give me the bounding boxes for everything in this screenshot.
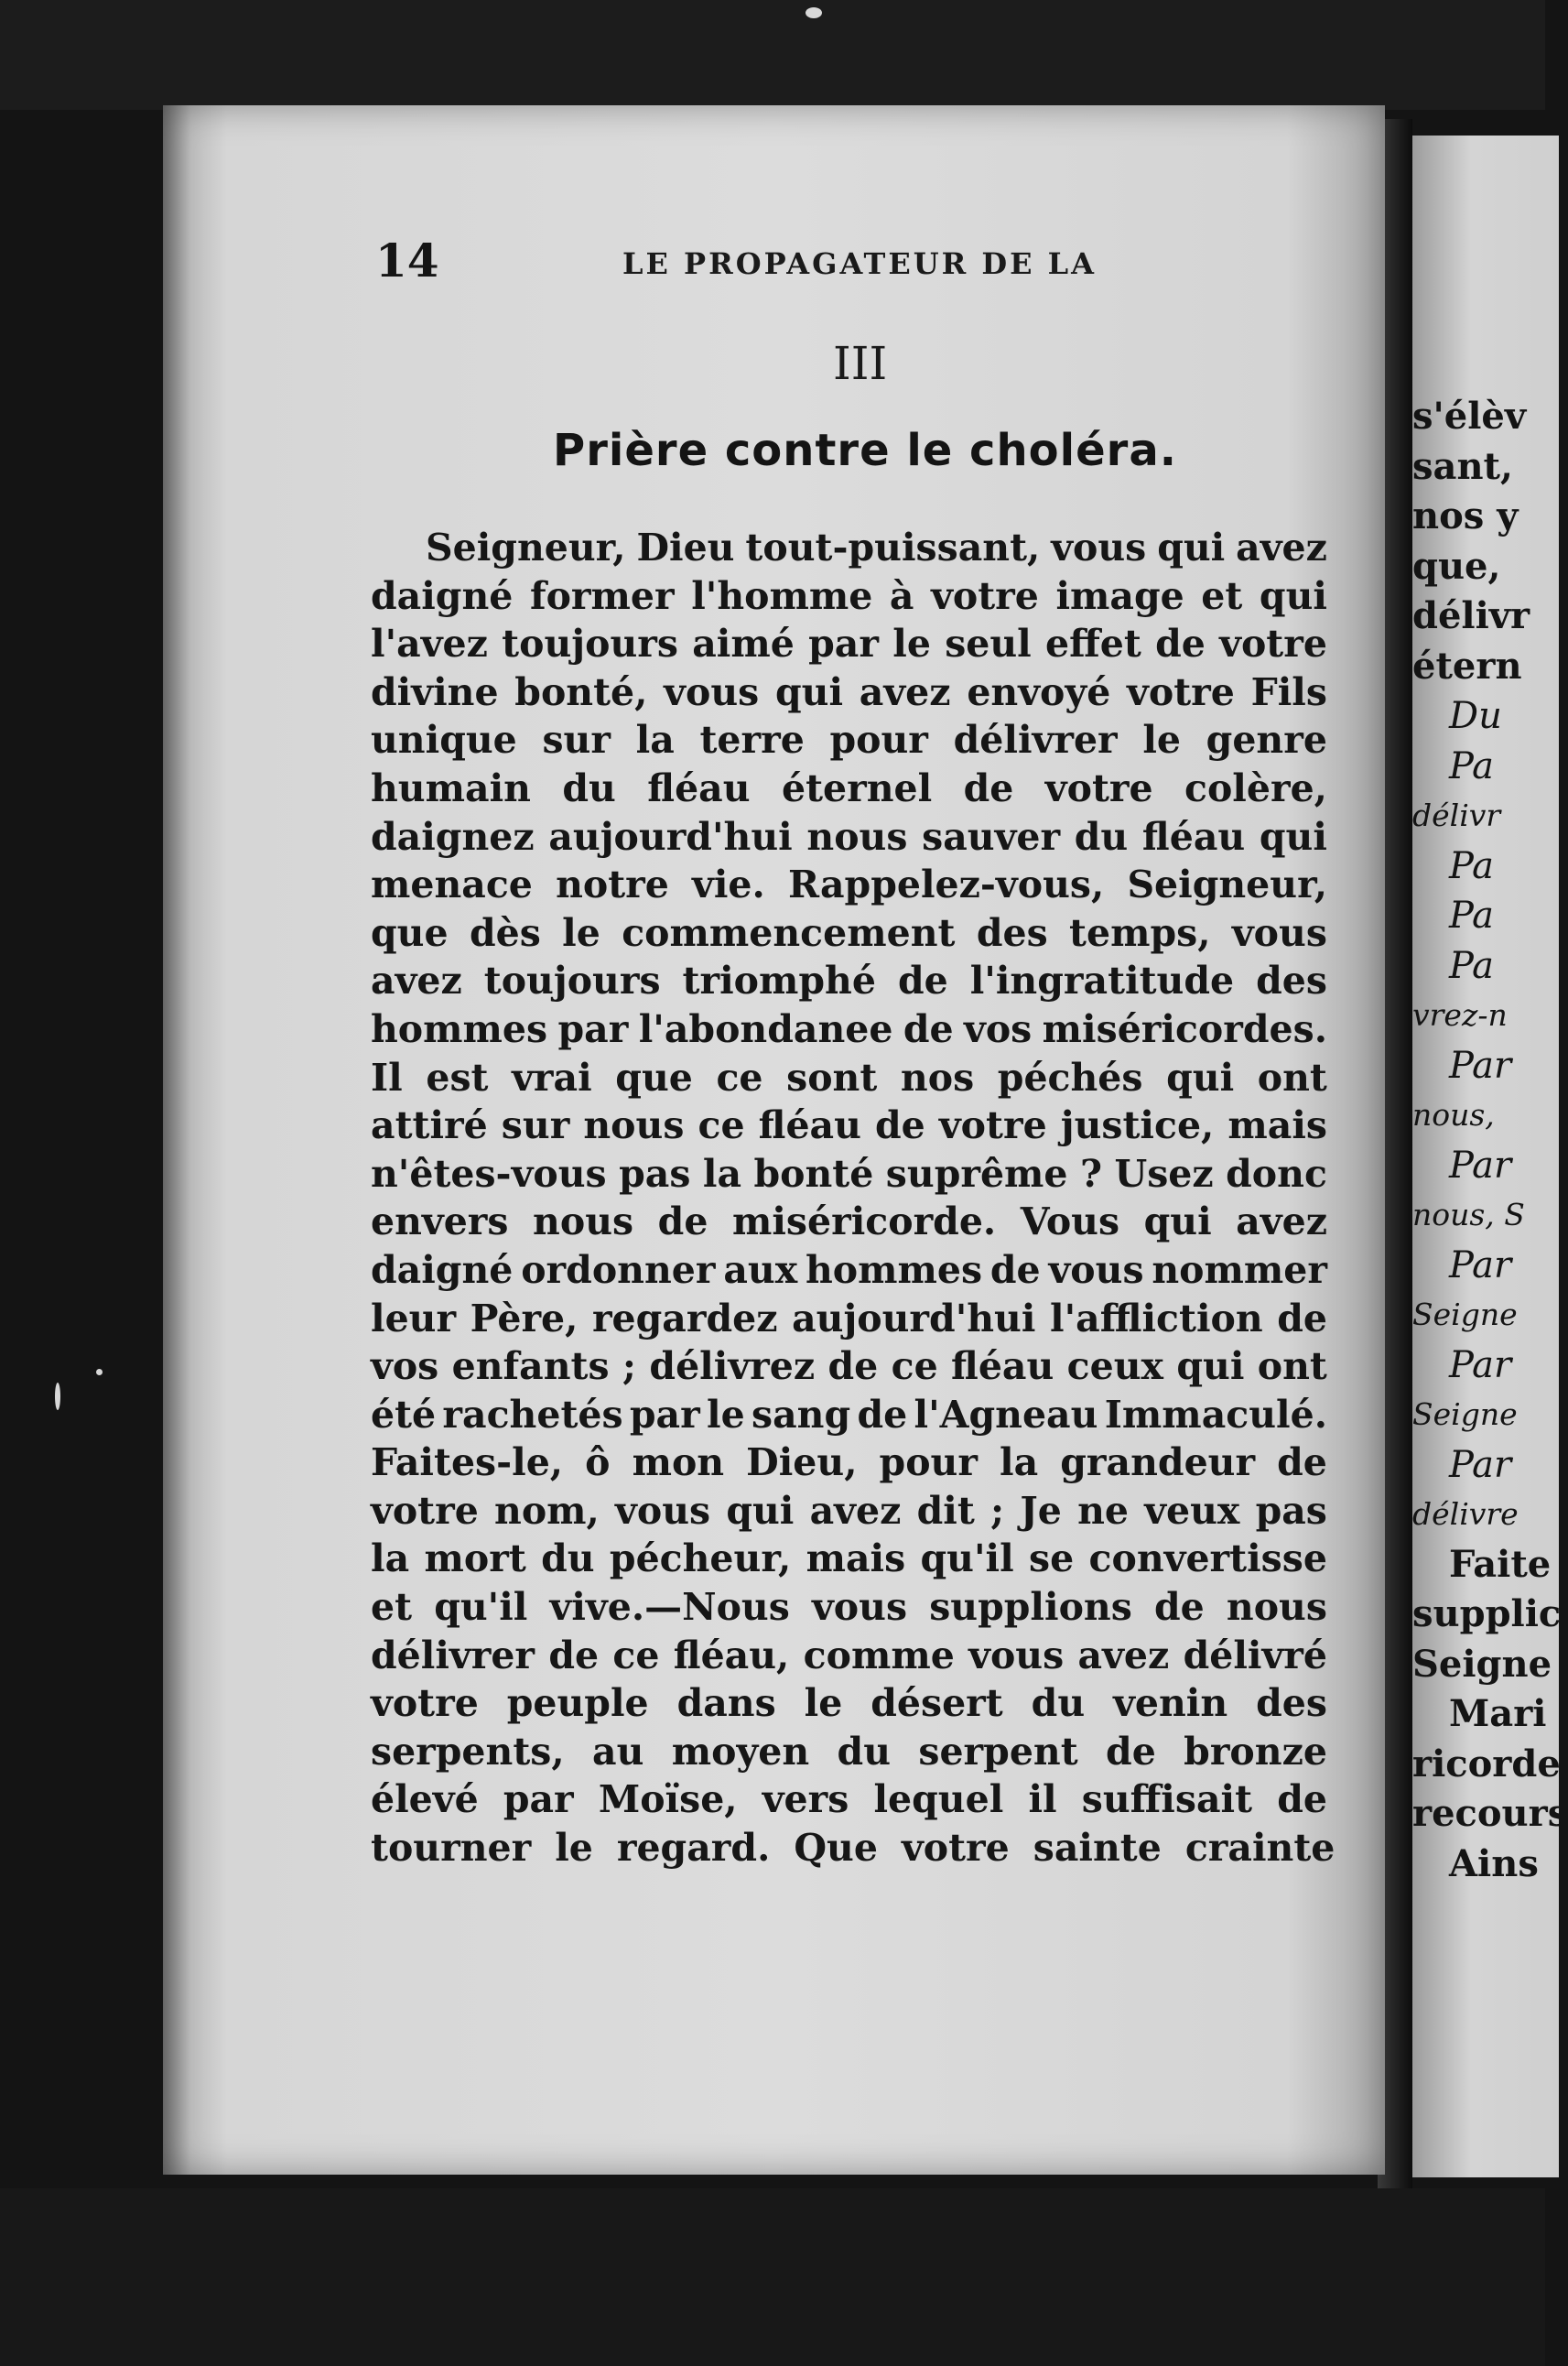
word: qui <box>1259 814 1327 859</box>
word: miséricordes. <box>1042 1006 1327 1051</box>
word: daigné <box>371 1247 514 1292</box>
text-line <box>371 1775 1327 1824</box>
facing-line: étern <box>1412 644 1522 688</box>
word: notre <box>556 863 669 907</box>
facing-line: Seigne <box>1412 1642 1552 1686</box>
word: avez <box>371 959 462 1004</box>
word: comme <box>803 1633 955 1677</box>
word: pas <box>1255 1488 1327 1533</box>
word: pour <box>879 1440 978 1485</box>
word: vous <box>664 669 760 714</box>
word: ô <box>585 1440 611 1485</box>
film-border-top <box>0 0 1545 110</box>
facing-line: recours <box>1412 1792 1568 1835</box>
word: de <box>875 1103 925 1148</box>
word: vous <box>968 1633 1065 1677</box>
word: nous <box>583 1103 685 1148</box>
word: donc <box>1226 1151 1327 1196</box>
word: délivrer <box>953 718 1118 763</box>
word: envoyé <box>967 669 1111 714</box>
word: été <box>371 1392 437 1437</box>
word: menace <box>371 863 533 907</box>
text-line <box>371 1438 1327 1487</box>
text-line <box>371 1102 1327 1150</box>
word: et <box>1201 573 1243 618</box>
facing-line: délivre <box>1412 1496 1519 1532</box>
word: votre <box>938 1103 1047 1148</box>
word: daigné <box>371 573 514 618</box>
word: qui <box>1259 573 1327 618</box>
facing-line: délivr <box>1412 798 1501 833</box>
facing-line: Pa <box>1449 744 1494 787</box>
facing-line: Par <box>1449 1343 1512 1386</box>
word: avez <box>859 669 951 714</box>
word: grandeur <box>1060 1440 1256 1485</box>
facing-line: ricorde <box>1412 1742 1561 1785</box>
word: regard. <box>616 1826 771 1871</box>
word: commencement <box>622 910 956 955</box>
word: de <box>1153 1585 1205 1630</box>
word: ordonner <box>521 1247 716 1292</box>
word: vous <box>1051 526 1147 570</box>
text-line <box>371 1679 1327 1728</box>
text-line <box>371 813 1327 862</box>
word: Fils <box>1250 669 1327 714</box>
word: de <box>857 1392 908 1437</box>
word: et <box>371 1585 413 1630</box>
word: du <box>541 1536 595 1581</box>
word: vive.—Nous <box>549 1585 790 1630</box>
word: l'ingratitude <box>969 959 1235 1004</box>
word: le <box>1142 718 1181 763</box>
facing-line: Pa <box>1449 844 1494 887</box>
word: venin <box>1113 1681 1228 1726</box>
word: Seigneur, <box>426 526 626 570</box>
word: fléau, <box>673 1633 790 1677</box>
word: envers <box>371 1199 509 1244</box>
section-title: Prière contre le choléra. <box>553 425 1177 476</box>
word: du <box>837 1729 892 1774</box>
word: sainte <box>1033 1826 1162 1871</box>
word: par <box>557 1006 629 1051</box>
word: de <box>548 1633 600 1677</box>
section-numeral: III <box>833 337 888 390</box>
word: ceux <box>1066 1344 1163 1389</box>
word: hommes <box>371 1006 548 1051</box>
facing-line: Par <box>1449 1144 1512 1187</box>
word: mon <box>632 1440 725 1485</box>
word: dit <box>916 1488 975 1533</box>
facing-page-text <box>1412 392 1568 1889</box>
text-line <box>371 1342 1327 1391</box>
word: fléau <box>647 765 751 810</box>
word: serpents, <box>371 1729 565 1774</box>
word: Dieu, <box>746 1440 858 1485</box>
word: humain <box>371 765 531 810</box>
word: de <box>897 959 948 1004</box>
facing-line: Mari <box>1449 1692 1547 1735</box>
text-line <box>371 1198 1327 1246</box>
word: crainte <box>1184 1826 1336 1871</box>
word: de <box>1155 622 1206 667</box>
word: votre <box>1219 622 1327 667</box>
word: le <box>892 622 931 667</box>
word: leur <box>371 1296 457 1340</box>
word: lequel <box>873 1777 1004 1822</box>
word: ce <box>716 1055 763 1100</box>
facing-line: Du <box>1449 695 1502 737</box>
word: convertisse <box>1088 1536 1327 1581</box>
running-header <box>375 233 1336 288</box>
word: la <box>371 1536 410 1581</box>
text-line <box>371 1487 1327 1536</box>
dust-speck <box>55 1383 60 1410</box>
text-line <box>371 1295 1327 1343</box>
word: péchés <box>997 1055 1143 1100</box>
word: Faites-le, <box>371 1440 564 1485</box>
word: Je <box>1020 1488 1062 1533</box>
word: par <box>503 1777 574 1822</box>
word: du <box>1031 1681 1086 1726</box>
word: Père, <box>470 1296 579 1340</box>
word: le <box>555 1826 593 1871</box>
word: qui <box>726 1488 795 1533</box>
word: miséricorde. <box>731 1199 997 1244</box>
word: à <box>889 573 914 618</box>
word: Seigneur, <box>1127 863 1327 907</box>
word: l'abondanee <box>638 1006 893 1051</box>
word: le <box>562 910 600 955</box>
word: attiré <box>371 1103 488 1148</box>
word: que <box>615 1055 693 1100</box>
word: ce <box>891 1344 938 1389</box>
facing-line: Par <box>1449 1243 1512 1286</box>
word: justice, <box>1060 1103 1215 1148</box>
word: genre <box>1206 718 1327 763</box>
word: vers <box>762 1777 849 1822</box>
word: votre <box>1044 765 1153 810</box>
text-line <box>371 668 1327 717</box>
word: la <box>1000 1440 1039 1485</box>
word: il <box>1028 1777 1057 1822</box>
word: veux <box>1144 1488 1240 1533</box>
word: de <box>1277 1440 1327 1485</box>
text-line <box>371 572 1327 621</box>
word: pécheur, <box>609 1536 792 1581</box>
word: mort <box>424 1536 526 1581</box>
word: sont <box>786 1055 878 1100</box>
word: que <box>371 910 449 955</box>
word: dès <box>469 910 541 955</box>
word: temps, <box>1069 910 1211 955</box>
word: regardez <box>591 1296 778 1340</box>
word: vie. <box>692 863 765 907</box>
dust-speck <box>806 7 822 18</box>
word: dans <box>676 1681 776 1726</box>
text-line <box>371 524 1327 572</box>
word: de <box>903 1006 954 1051</box>
word: vous <box>1048 1247 1144 1292</box>
word: supplions <box>929 1585 1132 1630</box>
word: votre <box>901 1826 1010 1871</box>
word: peuple <box>506 1681 649 1726</box>
word: mais <box>1227 1103 1327 1148</box>
word: votre <box>371 1488 479 1533</box>
facing-line: nous, S <box>1412 1197 1525 1232</box>
facing-line: s'élèv <box>1412 395 1527 438</box>
word: la <box>702 1151 742 1196</box>
facing-line: Par <box>1449 1443 1512 1486</box>
text-line <box>371 765 1327 813</box>
word: seul <box>945 622 1032 667</box>
text-line <box>371 1728 1327 1776</box>
word: Vous <box>1020 1199 1120 1244</box>
facing-line: que, <box>1412 544 1501 588</box>
word: nous <box>533 1199 634 1244</box>
word: ont <box>1257 1344 1327 1389</box>
facing-line: sant, <box>1412 444 1513 488</box>
text-line <box>371 861 1327 909</box>
facing-page <box>1412 136 1568 2177</box>
word: sauver <box>922 814 1061 859</box>
word: serpent <box>918 1729 1078 1774</box>
word: ? <box>1079 1151 1102 1196</box>
word: nom, <box>494 1488 600 1533</box>
word: aux <box>723 1247 798 1292</box>
text-line <box>371 1632 1327 1680</box>
word: colère, <box>1184 765 1327 810</box>
word: délivré <box>1183 1633 1327 1677</box>
text-line <box>371 1150 1327 1199</box>
word: fléau <box>758 1103 861 1148</box>
word: bonté <box>753 1151 874 1196</box>
word: Rappelez-vous, <box>787 863 1105 907</box>
word: qu'il <box>920 1536 1014 1581</box>
prayer-body <box>371 524 1336 1872</box>
word: ont <box>1257 1055 1327 1100</box>
word: se <box>1029 1536 1075 1581</box>
word: qui <box>774 669 844 714</box>
word: avez <box>1236 526 1327 570</box>
word: suffisait <box>1081 1777 1253 1822</box>
word: de <box>989 1247 1041 1292</box>
word: éternel <box>781 765 933 810</box>
word: est <box>426 1055 489 1100</box>
word: le <box>804 1681 843 1726</box>
word: l'Agneau <box>914 1392 1098 1437</box>
word: nos <box>900 1055 975 1100</box>
facing-line: Faite <box>1449 1542 1552 1586</box>
word: enfants <box>451 1344 610 1389</box>
word: nous <box>1226 1585 1327 1630</box>
facing-line: délivr <box>1412 594 1530 637</box>
word: vous <box>811 1585 908 1630</box>
word: par <box>629 1392 700 1437</box>
word: moyen <box>671 1729 810 1774</box>
word: n'êtes-vous <box>371 1151 607 1196</box>
facing-line: supplic <box>1412 1592 1562 1635</box>
facing-line: nous, <box>1412 1097 1495 1133</box>
word: qui <box>1157 526 1226 570</box>
word: toujours <box>483 959 661 1004</box>
word: des <box>1256 1681 1327 1726</box>
word: Que <box>794 1826 878 1871</box>
film-border-bottom <box>0 2188 1545 2366</box>
word: Moïse, <box>598 1777 738 1822</box>
word: nous <box>806 814 908 859</box>
word: fléau <box>1141 814 1246 859</box>
page-number: 14 <box>375 233 439 288</box>
word: votre <box>1127 669 1235 714</box>
word: qui <box>1176 1344 1245 1389</box>
word: aujourd'hui <box>792 1296 1036 1340</box>
word: divine <box>371 669 499 714</box>
facing-line: nos y <box>1412 494 1519 537</box>
facing-line: Seigne <box>1412 1297 1518 1332</box>
word: ce <box>612 1633 660 1677</box>
word: vous <box>615 1488 711 1533</box>
text-line <box>371 620 1327 668</box>
word: l'avez <box>371 622 488 667</box>
facing-line: Par <box>1449 1044 1512 1087</box>
word: de <box>1106 1729 1156 1774</box>
word: vos <box>964 1006 1033 1051</box>
word: de <box>1277 1777 1327 1822</box>
word: ; <box>990 1488 1005 1533</box>
word: du <box>562 765 616 810</box>
word: ; <box>622 1344 637 1389</box>
word: avez <box>809 1488 902 1533</box>
text-line <box>371 1583 1327 1632</box>
word: avez <box>1236 1199 1327 1244</box>
word: fléau <box>951 1344 1054 1389</box>
word: aujourd'hui <box>548 814 793 859</box>
word: vrai <box>512 1055 592 1100</box>
word: la <box>635 718 675 763</box>
word: des <box>976 910 1048 955</box>
word: terre <box>699 718 805 763</box>
text-line <box>371 1054 1327 1102</box>
word: le <box>707 1392 745 1437</box>
word: Immaculé. <box>1104 1392 1327 1437</box>
word: qui <box>1143 1199 1212 1244</box>
word: triomphé <box>682 959 876 1004</box>
word: votre <box>371 1681 479 1726</box>
word: former <box>529 573 675 618</box>
word: Usez <box>1114 1151 1214 1196</box>
word: qu'il <box>434 1585 528 1630</box>
word: désert <box>871 1681 1003 1726</box>
word: pas <box>619 1151 691 1196</box>
word: tourner <box>371 1826 532 1871</box>
word: de <box>827 1344 879 1389</box>
word: délivrez <box>649 1344 816 1389</box>
facing-line: Seigne <box>1412 1396 1518 1432</box>
word: bonté, <box>514 669 648 714</box>
word: par <box>808 622 879 667</box>
word: du <box>1074 814 1129 859</box>
dust-speck <box>96 1369 103 1375</box>
word: daignez <box>371 814 535 859</box>
word: effet <box>1045 622 1141 667</box>
word: au <box>592 1729 644 1774</box>
facing-line: Pa <box>1449 944 1494 987</box>
text-line <box>371 1535 1327 1583</box>
word: l'homme <box>691 573 873 618</box>
text-line <box>371 957 1327 1005</box>
text-line <box>371 1391 1327 1439</box>
word: sur <box>542 718 611 763</box>
word: rachetés <box>442 1392 623 1437</box>
word: des <box>1256 959 1327 1004</box>
word: de <box>657 1199 708 1244</box>
word: mais <box>806 1536 906 1581</box>
text-line <box>371 716 1327 765</box>
word: délivrer <box>371 1633 535 1677</box>
word: tout-puissant, <box>745 526 1041 570</box>
text-line <box>371 909 1327 958</box>
word: aimé <box>692 622 795 667</box>
word: toujours <box>502 622 678 667</box>
word: vous <box>1231 910 1327 955</box>
facing-line: Ains <box>1449 1841 1539 1885</box>
text-line <box>371 1246 1327 1295</box>
text-line <box>371 1005 1327 1054</box>
word: pour <box>829 718 928 763</box>
word: Il <box>371 1055 403 1100</box>
word: sur <box>501 1103 570 1148</box>
word: de <box>963 765 1014 810</box>
word: unique <box>371 718 517 763</box>
word: suprême <box>885 1151 1068 1196</box>
word: sang <box>752 1392 851 1437</box>
word: ne <box>1077 1488 1129 1533</box>
word: l'affliction <box>1050 1296 1263 1340</box>
word: ce <box>697 1103 745 1148</box>
word: image <box>1055 573 1184 618</box>
facing-line: Pa <box>1449 895 1494 937</box>
word: votre <box>931 573 1039 618</box>
running-title: LE PROPAGATEUR DE LA <box>622 246 1097 281</box>
word: vos <box>371 1344 439 1389</box>
word: élevé <box>371 1777 479 1822</box>
word: hommes <box>805 1247 983 1292</box>
word: bronze <box>1184 1729 1327 1774</box>
word: avez <box>1077 1633 1170 1677</box>
word: qui <box>1166 1055 1235 1100</box>
word: Dieu <box>636 526 735 570</box>
facing-line: vrez-n <box>1412 997 1508 1033</box>
word: de <box>1277 1296 1327 1340</box>
word: nommer <box>1152 1247 1327 1292</box>
text-line <box>371 1824 1336 1872</box>
